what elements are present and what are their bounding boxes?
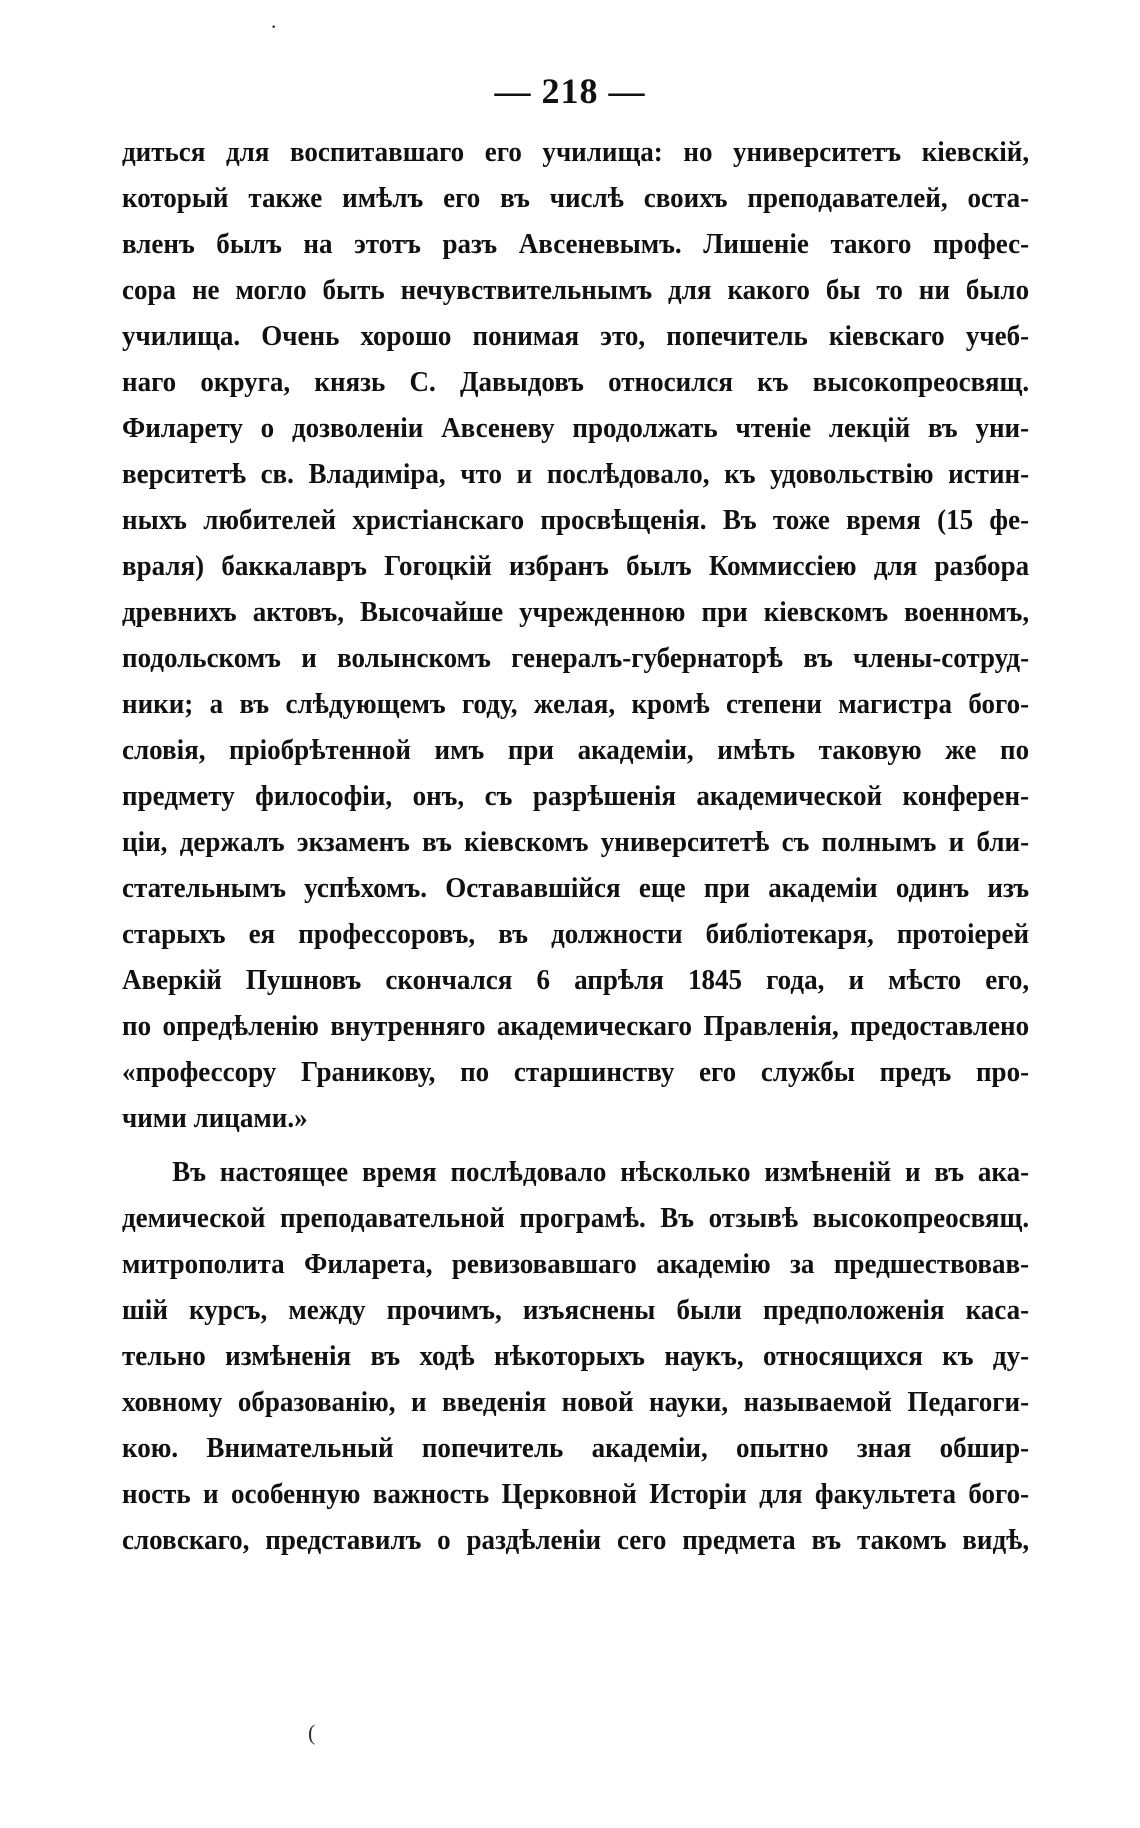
text-line: Филарету о дозволеніи Авсеневу продолжать чтеніе лекцій въ уни-	[122, 413, 1030, 444]
text-line: ныхъ любителей христіанскаго просвѣщенія. Въ тоже время (15 фе-	[122, 505, 1030, 536]
text-line: словскаго, представилъ о раздѣленіи сего предмета въ такомъ видѣ,	[122, 1525, 1030, 1556]
text-line: предмету философіи, онъ, съ разрѣшенія академической конферен-	[122, 781, 1030, 812]
text-line: ціи, держалъ экзаменъ въ кіевскомъ университетѣ съ полнымъ и бли-	[122, 827, 1030, 858]
text-line: наго округа, князь С. Давыдовъ относился къ высокопреосвящ.	[122, 367, 1030, 398]
text-line: старыхъ ея профессоровъ, въ должности библіотекаря, протоіерей	[122, 919, 1030, 950]
text-line: Въ настоящее время послѣдовало нѣсколько измѣненій и въ ака-	[172, 1157, 1030, 1188]
text-line: враля) баккалавръ Гогоцкій избранъ былъ Коммиссіею для разбора	[122, 551, 1030, 582]
text-line: кою. Внимательный попечитель академіи, опытно зная обшир-	[122, 1433, 1030, 1464]
text-line: сора не могло быть нечувствительнымъ для какого бы то ни было	[122, 275, 1030, 306]
text-line: ховному образованію, и введенія новой науки, называемой Педагоги-	[122, 1387, 1030, 1418]
scan-speck: (	[308, 1720, 316, 1745]
text-line: стательнымъ успѣхомъ. Остававшійся еще при академіи одинъ изъ	[122, 873, 1030, 904]
text-line: верситетѣ св. Владиміра, что и послѣдовало, къ удовольствію истин-	[122, 459, 1030, 490]
text-line: древнихъ актовъ, Высочайше учрежденною при кіевскомъ военномъ,	[122, 597, 1030, 628]
text-line: училища. Очень хорошо понимая это, попечитель кіевскаго учеб-	[122, 321, 1030, 352]
text-line: ники; а въ слѣдующемъ году, желая, кромѣ степени магистра бого-	[122, 689, 1030, 720]
text-line: «профессору Граникову, по старшинству его службы предъ про-	[122, 1057, 1030, 1088]
text-line: который также имѣлъ его въ числѣ своихъ преподавателей, оста-	[122, 183, 1030, 214]
text-line: диться для воспитавшаго его училища: но университетъ кіевскій,	[122, 137, 1030, 168]
paragraph-2	[122, 1150, 1030, 1564]
body-text	[122, 130, 1030, 1564]
text-line: словія, пріобрѣтенной имъ при академіи, имѣть таковую же по	[122, 735, 1030, 766]
paragraph-1	[122, 130, 1030, 1142]
text-line: подольскомъ и волынскомъ генералъ-губернаторѣ въ члены-сотруд-	[122, 643, 1030, 674]
text-line: демической преподавательной програмѣ. Въ отзывѣ высокопреосвящ.	[122, 1203, 1030, 1234]
scan-speck: ·	[270, 14, 278, 39]
text-line: чими лицами.»	[122, 1103, 308, 1134]
text-line: по опредѣленію внутренняго академическаго Правленія, предоставлено	[122, 1011, 1030, 1042]
page-number: — 218 —	[494, 71, 646, 111]
text-line: вленъ былъ на этотъ разъ Авсеневымъ. Лишеніе такого профес-	[122, 229, 1030, 260]
text-line: тельно измѣненія въ ходѣ нѣкоторыхъ наукъ, относящихся къ ду-	[122, 1341, 1030, 1372]
text-line: шій курсъ, между прочимъ, изъяснены были предположенія каса-	[122, 1295, 1030, 1326]
text-line: Аверкій Пушновъ скончался 6 апрѣля 1845 года, и мѣсто его,	[122, 965, 1030, 996]
text-line: ность и особенную важность Церковной Исторіи для факультета бого-	[122, 1479, 1030, 1510]
text-line: митрополита Филарета, ревизовавшаго академію за предшествовав-	[122, 1249, 1030, 1280]
paragraph-gap	[122, 1142, 1030, 1150]
